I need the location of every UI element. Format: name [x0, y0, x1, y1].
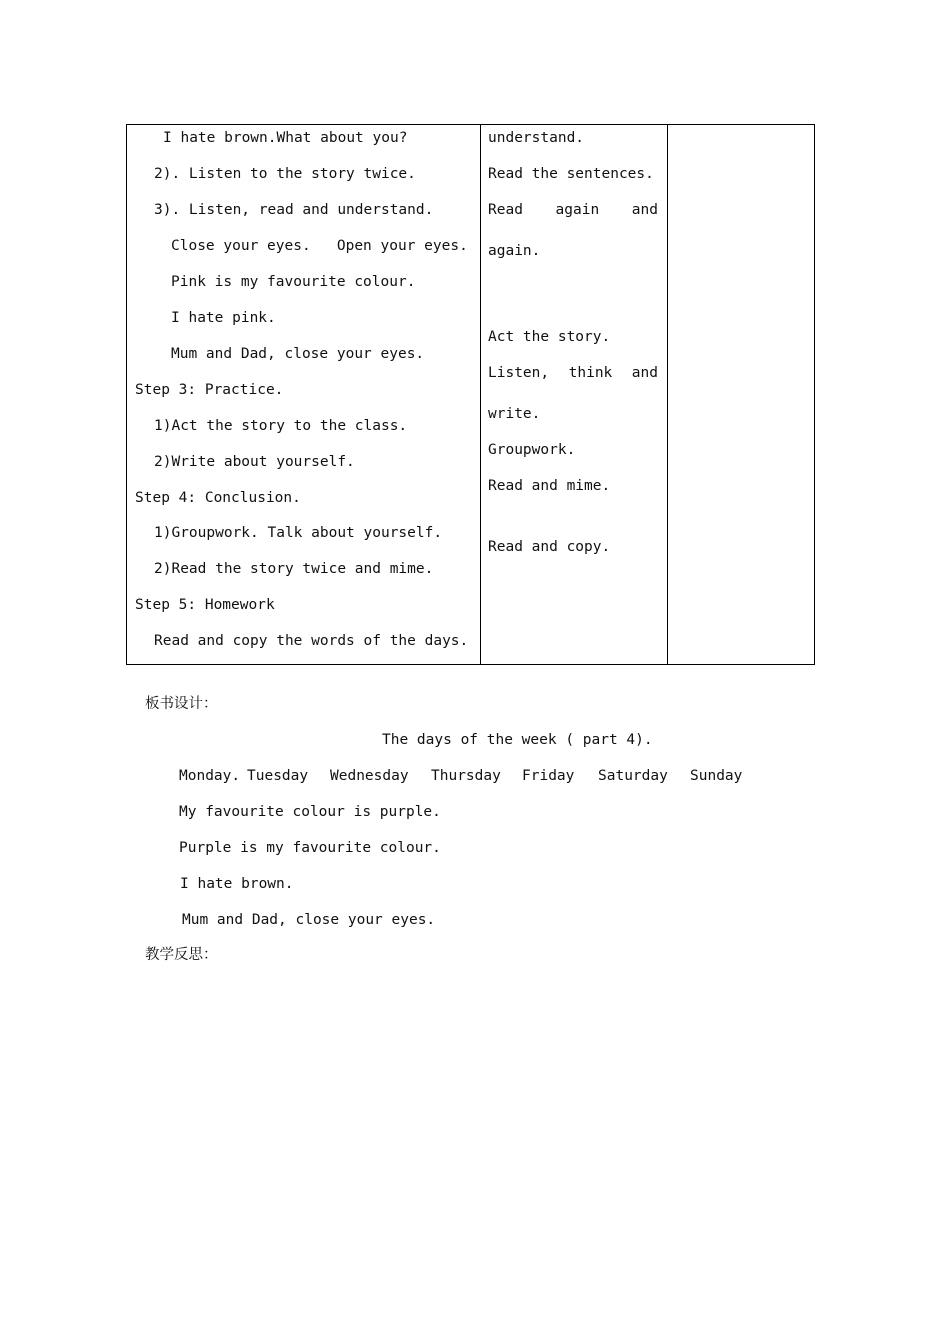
left-line-5: Pink is my favourite colour.	[171, 274, 416, 290]
column-divider-2	[667, 125, 668, 664]
board-line-4: Mum and Dad, close your eyes.	[182, 912, 436, 928]
mid-understand: understand.	[488, 130, 585, 146]
left-line-12: 1)Groupwork. Talk about yourself.	[154, 525, 443, 541]
left-line-10: 2)Write about yourself.	[154, 454, 355, 470]
left-line-3: 3). Listen, read and understand.	[154, 202, 434, 218]
left-line-4: Close your eyes. Open your eyes.	[171, 238, 468, 254]
day-sunday: Sunday	[690, 768, 743, 784]
day-monday: Monday.	[179, 768, 241, 784]
mid-write: write.	[488, 406, 541, 422]
board-line-1: My favourite colour is purple.	[179, 804, 441, 820]
mid-listen-think-word-3: and	[631, 365, 658, 381]
day-saturday: Saturday	[598, 768, 668, 784]
step-4-heading: Step 4: Conclusion.	[135, 490, 301, 506]
mid-read-again	[488, 200, 658, 220]
step-3-heading: Step 3: Practice.	[135, 382, 284, 398]
reflection-heading: 教学反思：	[145, 947, 218, 963]
left-line-13: 2)Read the story twice and mime.	[154, 561, 434, 577]
board-title: The days of the week ( part 4).	[382, 732, 653, 748]
mid-read-sentences: Read the sentences.	[488, 166, 654, 182]
board-line-3: I hate brown.	[180, 876, 294, 892]
mid-read-again-word-1: Read	[488, 202, 523, 218]
mid-read-mime: Read and mime.	[488, 478, 611, 494]
days-row	[0, 766, 950, 786]
board-line-2: Purple is my favourite colour.	[179, 840, 441, 856]
mid-listen-think-word-1: Listen,	[488, 365, 550, 381]
mid-groupwork: Groupwork.	[488, 442, 576, 458]
day-friday: Friday	[522, 768, 575, 784]
mid-read-again-word-2: again	[555, 202, 600, 218]
left-line-2: 2). Listen to the story twice.	[154, 166, 416, 182]
day-tuesday: Tuesday	[247, 768, 309, 784]
mid-act-story: Act the story.	[488, 329, 611, 345]
mid-read-copy: Read and copy.	[488, 539, 611, 555]
mid-again: again.	[488, 243, 541, 259]
left-line-6: I hate pink.	[171, 310, 276, 326]
left-line-9: 1)Act the story to the class.	[154, 418, 408, 434]
left-line-7: Mum and Dad, close your eyes.	[171, 346, 425, 362]
day-thursday: Thursday	[431, 768, 501, 784]
left-line-1: I hate brown.What about you?	[163, 130, 408, 146]
column-divider-1	[480, 125, 481, 664]
step-5-heading: Step 5: Homework	[135, 597, 275, 613]
mid-listen-think-word-2: think	[568, 365, 613, 381]
mid-read-again-word-3: and	[631, 202, 658, 218]
day-wednesday: Wednesday	[330, 768, 409, 784]
mid-listen-think	[488, 363, 658, 383]
board-design-heading: 板书设计：	[145, 696, 218, 712]
left-line-15: Read and copy the words of the days.	[154, 633, 469, 649]
